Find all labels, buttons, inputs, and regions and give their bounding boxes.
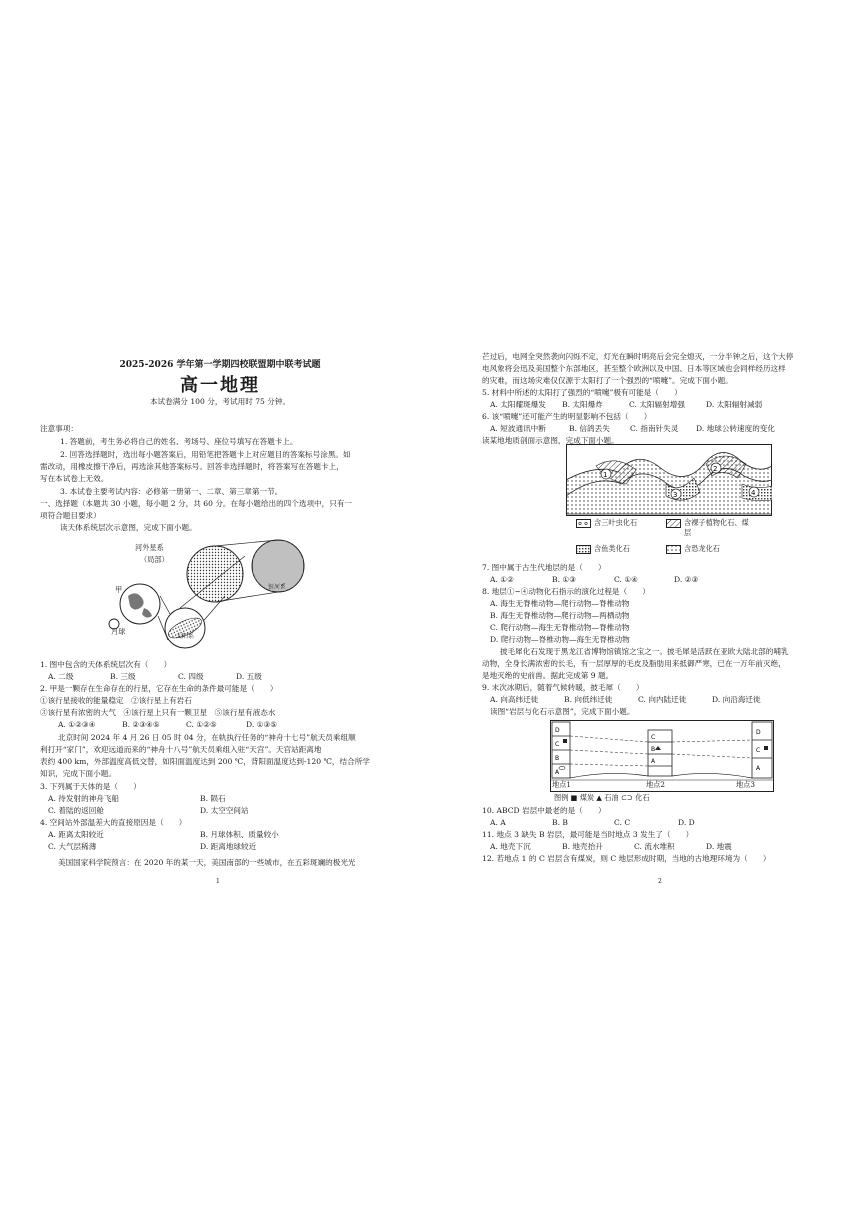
q7-option-a: A. ①② — [490, 575, 514, 584]
svg-text:A: A — [651, 758, 656, 765]
q2-line3: ③该行星有浓密的大气 ④该行星上只有一颗卫星 ⑤该行星有液态水 — [40, 708, 276, 717]
fig3-place-3: 地点3 — [736, 780, 755, 789]
q6-option-b: B. 信鸽丢失 — [569, 424, 610, 433]
passage2-line3: 表约 400 km，外部温度高低交替，如阳面温度达到 200 ℃，背阳面温度达到-120 ℃，结合所学 — [40, 757, 370, 766]
passage5-line2: 动物，全身长满浓密的长毛，有一层厚厚的毛皮及脂肪用来抵御严寒，已在一万年前灭绝， — [482, 659, 786, 668]
q10-option-a: A. A — [490, 818, 506, 827]
q9-stem: 9. 末次冰期后，随着气候转暖，披毛犀（ ） — [482, 683, 644, 692]
passage3-start: 美国国家科学院预言：在 2020 年的某一天，美国南部的一些城市，在五彩斑斓的极光光 — [58, 858, 356, 867]
q2-line2: ①该行星接收的能量稳定 ②该行星上有岩石 — [40, 696, 192, 705]
svg-text:B: B — [555, 755, 560, 762]
galaxy-label: 河外星系 — [135, 543, 164, 552]
q2-option-b: B. ②③④⑤ — [122, 720, 160, 729]
q5-option-a: A. 太阳耀斑爆发 — [490, 400, 546, 409]
passage2-line1: 北京时间 2024 年 4 月 26 日 05 时 04 分，在轨执行任务的“神舟十七号”航天员乘组顺 — [58, 733, 356, 742]
q5-stem: 5. 材料中所述的太阳打了强烈的“喷嚏”极有可能是（ ） — [482, 388, 682, 397]
q7-option-d: D. ②③ — [674, 575, 699, 584]
q6-option-d: D. 地球公转速度的变化 — [696, 424, 775, 433]
fig3-place-1: 地点1 — [552, 780, 571, 789]
note-3: 3. 本试卷主要考试内容：必修第一册第一、二章、第三章第一节。 — [60, 487, 283, 496]
note-1: 1. 答题前，考生务必将自己的姓名、考场号、座位号填写在答题卡上。 — [60, 437, 298, 446]
notes-title: 注意事项： — [40, 424, 78, 433]
q3-option-c: C. 着陆的返回舱 — [48, 806, 104, 815]
celestial-system-figure — [100, 536, 330, 654]
q1-stem: 1. 图中包含的天体系统层次有（ ） — [40, 660, 172, 669]
q3-option-d: D. 太空空间站 — [200, 806, 249, 815]
q2-option-d: D. ①③⑤ — [246, 720, 278, 729]
q5-option-c: C. 太阳辐射增强 — [629, 400, 685, 409]
q10-option-c: C. C — [614, 818, 631, 827]
moon-label: 月球 — [111, 627, 126, 636]
svg-text:2: 2 — [713, 465, 718, 473]
svg-text:A: A — [555, 769, 560, 776]
fig3-legend: 图例 ■ 煤炭 ▲ 石油 ⊂⊃ 化石 — [554, 793, 650, 802]
svg-text:C: C — [555, 741, 560, 748]
q8-option-c: C. 爬行动物—海生无脊椎动物—脊椎动物 — [490, 623, 630, 632]
q4-option-c: C. 大气层稀薄 — [48, 842, 97, 851]
q10-option-d: D. D — [678, 818, 695, 827]
q5-option-d: D. 太阳辐射减弱 — [706, 400, 763, 409]
svg-text:3: 3 — [673, 491, 678, 499]
q11-option-d: D. 地震 — [706, 842, 732, 851]
earth-label: 甲 — [115, 585, 123, 594]
legend-trilobite: 含三叶虫化石 — [594, 518, 638, 527]
q4-option-d: D. 距离地球较近 — [200, 842, 257, 851]
section-1-line1: 一、选择题（本题共 30 小题，每小题 2 分，共 60 分。在每小题给出的四个选项中，只有一 — [40, 499, 353, 508]
q9-option-c: C. 向内陆迁徙 — [638, 695, 687, 704]
subject-title: 高一地理 — [180, 375, 260, 396]
q7-option-b: B. ①③ — [552, 575, 577, 584]
q8-option-d: D. 爬行动物—脊椎动物—海生无脊椎动物 — [490, 635, 630, 644]
passage5-line1: 披毛犀化石发现于黑龙江省博物馆镇馆之宝之一。披毛犀是活跃在亚欧大陆北部的哺乳 — [500, 647, 789, 656]
q6-option-c: C. 指南针失灵 — [630, 424, 679, 433]
legend-trilobite-swatch — [576, 519, 591, 528]
svg-text:1: 1 — [603, 471, 608, 479]
q8-stem: 8. 地层①~④动物化石指示的演化过程是（ ） — [482, 587, 650, 596]
solar-label: 太阳系 — [176, 633, 195, 640]
q8-option-b: B. 海生无脊椎动物—爬行动物—两栖动物 — [490, 611, 630, 620]
svg-text:D: D — [555, 727, 560, 734]
passage2-line4: 知识，完成下面小题。 — [40, 769, 116, 778]
q10-option-b: B. B — [552, 818, 568, 827]
legend-gymnosperm-swatch — [666, 519, 681, 528]
q7-stem: 7. 图中属于古生代地层的是（ ） — [482, 563, 606, 572]
q1-option-a: A. 二级 — [48, 672, 74, 681]
svg-text:D: D — [756, 729, 761, 736]
q5-option-b: B. 太阳爆炸 — [562, 400, 603, 409]
q3-option-a: A. 待发射的神舟飞船 — [48, 794, 120, 803]
legend-dinosaur-swatch — [666, 545, 681, 554]
intro-6: 读图“岩层与化石示意图”，完成下面小题。 — [490, 707, 635, 716]
q1-option-b: B. 三级 — [110, 672, 136, 681]
passage3-line3: 的灾难，而这场灾难仅仅源于太阳打了一个强烈的“喷嚏”。完成下面小题。 — [482, 376, 733, 385]
q12-stem: 12. 若地点 1 的 C 岩层含有煤炭，则 C 地层形成时期，当地的古地理环境为（ ） — [482, 854, 771, 863]
passage5-line3: 是地灭绝的史前兽。据此完成第 9 题。 — [482, 671, 614, 680]
svg-text:C: C — [651, 734, 656, 741]
passage2-line2: 利打开“家门”，欢迎远道而来的“神舟十八号”航天员乘组入驻“天宫”。天宫站距离地 — [40, 745, 322, 754]
q11-option-c: C. 流水堆积 — [634, 842, 675, 851]
legend-dinosaur: 含恐龙化石 — [684, 544, 720, 553]
note-2c: 写在本试卷上无效。 — [40, 474, 109, 483]
q1-option-c: C. 四级 — [178, 672, 204, 681]
svg-text:A: A — [756, 765, 761, 772]
q11-option-a: A. 地壳下沉 — [490, 842, 531, 851]
legend-fish-swatch — [576, 545, 591, 554]
fig3-place-2: 地点2 — [646, 780, 665, 789]
q9-option-a: A. 向高纬迁徙 — [490, 695, 539, 704]
section-1-line2: 项符合题目要求） — [40, 511, 101, 520]
q9-option-d: D. 向沿海迁徙 — [712, 695, 761, 704]
passage3-line2: 电风象将会迅及美国整个东部地区，甚至整个欧洲以及中国、日本等区域也会同样经历这样 — [482, 364, 786, 373]
q4-stem: 4. 空间站外部温差大的直接原因是（ ） — [40, 818, 187, 827]
galaxy-sub-label: （局部） — [140, 555, 169, 564]
q2-stem: 2. 甲是一颗存在生命存在的行星，它存在生命的条件最可能是（ ） — [40, 684, 278, 693]
svg-text:4: 4 — [751, 489, 756, 497]
q7-option-c: C. ①④ — [614, 575, 638, 584]
exam-info: 本试卷满分 100 分，考试用时 75 分钟。 — [149, 397, 291, 406]
q6-stem: 6. 该“喷嚏”还可能产生的明显影响不包括（ ） — [482, 412, 652, 421]
q11-stem: 11. 地点 3 缺失 B 岩层，最可能是当时地点 3 发生了（ ） — [482, 830, 694, 839]
svg-text:C: C — [756, 747, 761, 754]
page-number-1: 1 — [216, 878, 220, 885]
intro-4: 读某地地质剖面示意图，完成下面小题。 — [482, 436, 619, 445]
q2-option-c: C. ①②⑤ — [186, 720, 217, 729]
legend-fish: 含鱼类化石 — [594, 544, 630, 553]
galaxy-circle — [187, 546, 243, 602]
geologic-section-figure — [566, 444, 772, 516]
legend-gymnosperm: 含裸子植物化石、煤层 — [684, 518, 749, 537]
q11-option-b: B. 地壳抬升 — [562, 842, 603, 851]
q1-option-d: D. 五级 — [236, 672, 262, 681]
q8-option-a: A. 海生无脊椎动物—爬行动物—脊椎动物 — [490, 599, 630, 608]
q6-option-a: A. 短波通讯中断 — [490, 424, 546, 433]
page-number-2: 2 — [658, 878, 662, 885]
intro-1: 读天体系统层次示意图，完成下面小题。 — [60, 523, 197, 532]
milky-way-label: 银河系 — [268, 584, 287, 591]
q4-option-a: A. 距离太阳较近 — [48, 830, 104, 839]
q9-option-b: B. 向低纬迁徙 — [564, 695, 613, 704]
note-2b: 需改动，用橡皮擦干净后，再选涂其他答案标号。回答非选择题时，将答案写在答题卡上， — [40, 462, 344, 471]
svg-text:B: B — [651, 746, 656, 753]
q4-option-b: B. 月球体积、质量较小 — [200, 830, 279, 839]
q3-stem: 3. 下列属于天体的是（ ） — [40, 782, 141, 791]
page-2 — [434, 0, 867, 1227]
q10-stem: 10. ABCD 岩层中最老的是（ ） — [482, 806, 606, 815]
exam-title: 2025-2026 学年第一学期四校联盟期中联考试题 — [119, 360, 321, 370]
passage3-line1: 芒过后，电网全突然袭向闪烁不定，灯光在瞬时明亮后会完全熄灭，一分半钟之后，这个大停 — [482, 352, 794, 361]
q3-option-b: B. 陨石 — [200, 794, 226, 803]
note-2: 2. 回答选择题时，选出每小题答案后，用铅笔把答题卡上对应题目的答案标号涂黑。如 — [60, 450, 351, 459]
q2-option-a: A. ①②③④ — [58, 720, 96, 729]
